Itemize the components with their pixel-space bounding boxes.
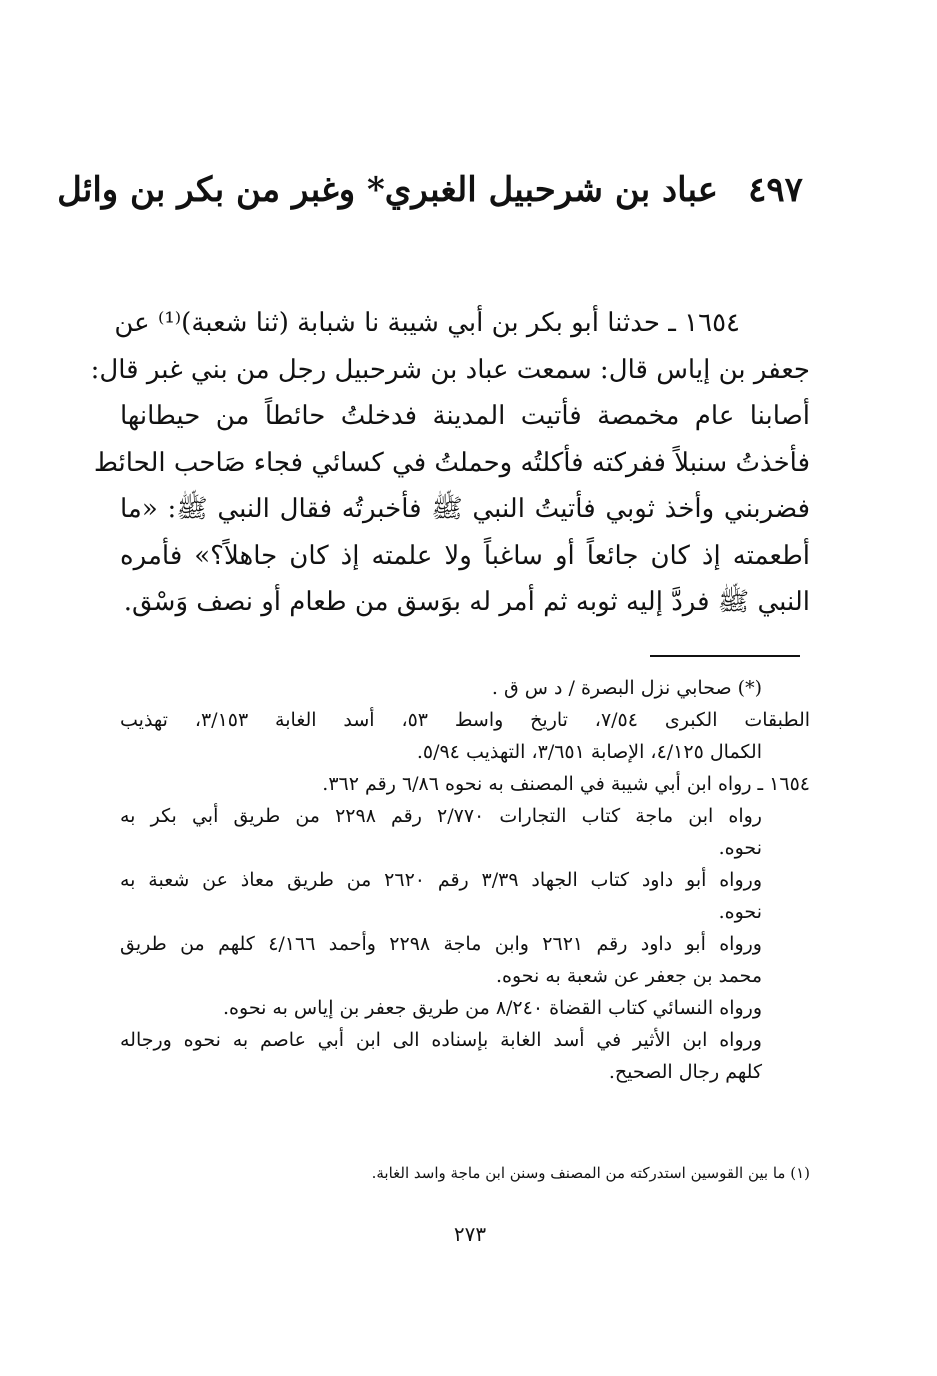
note-line: ورواه أبو داود كتاب الجهاد ٣/٣٩ رقم ٢٦٢٠ من طريق معاذ عن شعبة به (120, 869, 762, 891)
hadith-line: فأخذتُ سنبلاً ففركته فأكلتُه وحملتُ في كسائي فجاء صَاحب الحائط (93, 447, 810, 478)
chapter-title (57, 160, 803, 220)
note-line: الكمال ٤/١٢٥، الإصابة ٣/٦٥١، التهذيب ٥/٩٤. (416, 741, 762, 763)
note-line: ١٦٥٤ ـ رواه ابن أبي شيبة في المصنف به نحوه ٦/٨٦ رقم ٣٦٢. (322, 773, 810, 795)
hadith-line: جعفر بن إياس قال: سمعت عباد بن شرحبيل رجل من بني غبر قال: (90, 354, 810, 385)
note-line: رواه ابن ماجة كتاب التجارات ٢/٧٧٠ رقم ٢٢٩٨ من طريق أبي بكر به (120, 805, 762, 827)
note-line: محمد بن جعفر عن شعبة به نحوه. (495, 965, 762, 987)
note-line: ورواه أبو داود رقم ٢٦٢١ وابن ماجة ٢٢٩٨ وأحمد ٤/١٦٦ كلهم من طريق (120, 933, 762, 955)
hadith-line: ١٦٥٤ ـ حدثنا أبو بكر بن أبي شيبة نا شبابة (ثنا شعبة)⁽¹⁾ عن (114, 308, 740, 338)
note-line: ورواه ابن الأثير في أسد الغابة بإسناده الى ابن أبي عاصم به نحوه ورجاله (120, 1029, 762, 1051)
note-line: الطبقات الكبرى ٧/٥٤، تاريخ واسط ٥٣، أسد الغابة ٣/١٥٣، تهذيب (120, 709, 811, 731)
hadith-line: أصابنا عام مخمصة فأتيت المدينة فدخلتُ حائطاً من حيطانها (120, 401, 810, 431)
commentary-notes (120, 672, 810, 1088)
hadith-line: أطعمته إذ كان جائعاً أو ساغباً ولا علمته إذ كان جاهلاً؟» فأمره (120, 540, 810, 571)
note-line: كلهم رجال الصحيح. (608, 1061, 762, 1083)
footnote: (١) ما بين القوسين استدركته من المصنف وسنن ابن ماجة واسد الغابة. (371, 1164, 810, 1182)
note-line: (*) صحابي نزل البصرة / د س ق . (491, 677, 762, 699)
hadith-line: فضربني وأخذ ثوبي فأتيتُ النبي ﷺ فأخبرتُه فقال النبي ﷺ: «ما (120, 494, 810, 524)
page-number: ٢٧٣ (453, 1222, 487, 1246)
note-line: نحوه. (718, 901, 762, 923)
chapter-title-text: عباد بن شرحبيل الغبري* وغبر من بكر بن وائل (57, 170, 719, 210)
hadith-line: النبي ﷺ فردَّ إليه ثوبه ثم أمر له بوَسق من طعام أو نصف وَسْق. (123, 587, 810, 617)
chapter-number: ٤٩٧ (748, 170, 803, 210)
note-line: ورواه النسائي كتاب القضاة ٨/٢٤٠ من طريق جعفر بن إياس به نحوه. (223, 997, 762, 1019)
hadith-text (90, 300, 810, 626)
note-line: نحوه. (718, 837, 762, 859)
notes-divider (650, 655, 800, 657)
